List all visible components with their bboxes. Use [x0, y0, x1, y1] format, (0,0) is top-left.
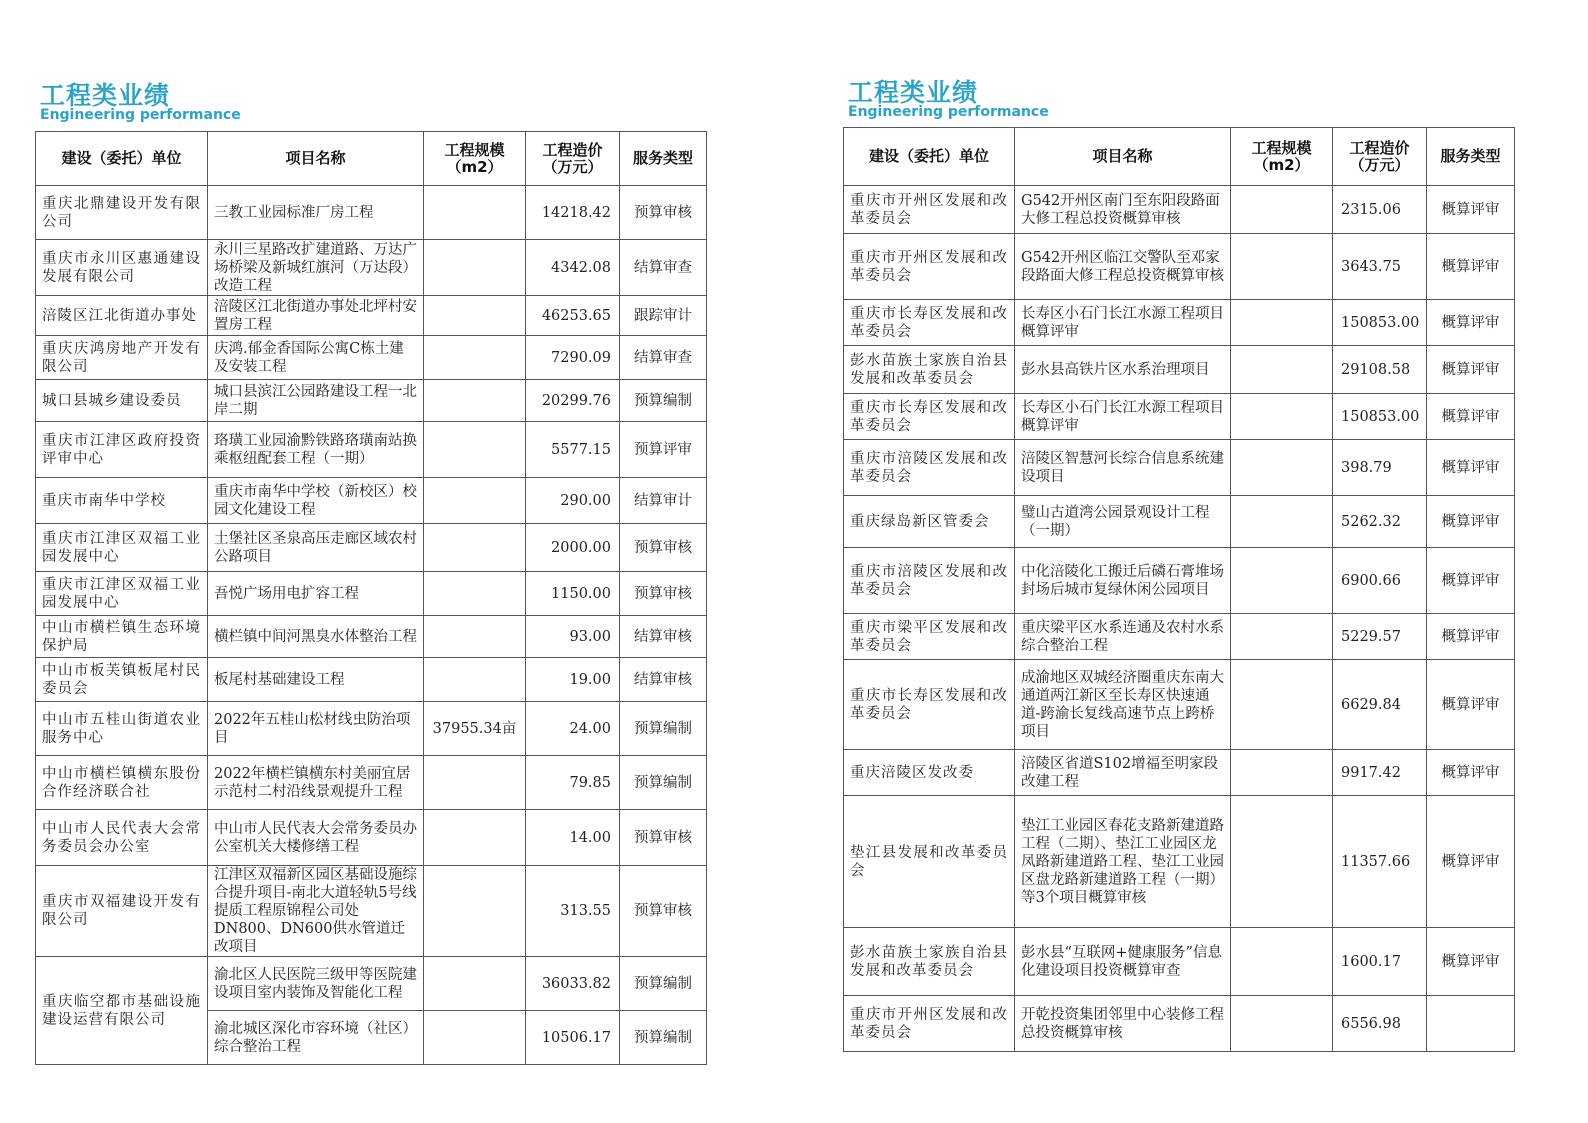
service-cell: 结算审查: [620, 336, 707, 380]
table-row: [36, 478, 707, 524]
project-cell: 长寿区小石门长江水源工程项目概算评审: [1015, 300, 1231, 346]
unit-cell: 重庆市长寿区发展和改革委员会: [844, 300, 1015, 346]
unit-cell: 重庆市涪陵区发展和改革委员会: [844, 440, 1015, 496]
header-scale: 工程规模（m2）: [1231, 128, 1333, 186]
table-row: [36, 866, 707, 957]
service-cell: 概算评审: [1427, 186, 1515, 234]
unit-cell: 中山市人民代表大会常务委员会办公室: [36, 810, 208, 866]
unit-cell: 重庆临空都市基础设施建设运营有限公司: [36, 957, 208, 1065]
project-cell: 横栏镇中间河黑臭水体整治工程: [208, 616, 424, 658]
header-project: 项目名称: [208, 132, 424, 186]
scale-cell: [1231, 996, 1333, 1052]
project-cell: 永川三星路改扩建道路、万达广场桥梁及新城红旗河（万达段）改造工程: [208, 240, 424, 296]
scale-cell: [424, 572, 526, 616]
header-unit: 建设（委托）单位: [36, 132, 208, 186]
table-row: [36, 296, 707, 336]
scale-cell: [424, 1011, 526, 1065]
table-row: [844, 996, 1515, 1052]
unit-cell: 重庆市双福建设开发有限公司: [36, 866, 208, 957]
table-row: [844, 750, 1515, 796]
unit-cell: 重庆市开州区发展和改革委员会: [844, 996, 1015, 1052]
table-row: [36, 702, 707, 756]
scale-cell: [1231, 346, 1333, 394]
project-cell: 土堡社区圣泉高压走廊区域农村公路项目: [208, 524, 424, 572]
table-header-row: [36, 132, 707, 186]
service-cell: 跟踪审计: [620, 296, 707, 336]
project-cell: 成渝地区双城经济圈重庆东南大通道两江新区至长寿区快速通道-跨渝长复线高速节点上跨桥项目: [1015, 660, 1231, 750]
table-row: [36, 240, 707, 296]
unit-cell: 重庆市江津区政府投资评审中心: [36, 422, 208, 478]
table-row: [36, 756, 707, 810]
service-cell: 预算编制: [620, 702, 707, 756]
scale-cell: [1231, 234, 1333, 300]
project-cell: 中化涪陵化工搬迁后磷石膏堆场封场后城市复绿休闲公园项目: [1015, 548, 1231, 614]
unit-cell: 垫江县发展和改革委员会: [844, 796, 1015, 928]
scale-cell: [424, 422, 526, 478]
header-service: 服务类型: [620, 132, 707, 186]
scale-cell: [424, 756, 526, 810]
unit-cell: 中山市板芙镇板尾村民委员会: [36, 658, 208, 702]
project-cell: 渝北城区深化市容环境（社区）综合整治工程: [208, 1011, 424, 1065]
table-row: [36, 810, 707, 866]
scale-cell: [424, 658, 526, 702]
project-cell: 江津区双福新区园区基础设施综合提升项目-南北大道轻轨5号线提质工程原锦程公司处DN800、DN600供水管道迁改项目: [208, 866, 424, 957]
service-cell: 预算审核: [620, 810, 707, 866]
cost-cell: 5577.15: [526, 422, 620, 478]
service-cell: 预算编制: [620, 957, 707, 1011]
scale-cell: [1231, 440, 1333, 496]
right-page-subtitle: Engineering performance: [848, 104, 1049, 120]
project-cell: 彭水县高铁片区水系治理项目: [1015, 346, 1231, 394]
table-row: [36, 658, 707, 702]
table-row: [36, 957, 707, 1011]
table-row: [36, 186, 707, 240]
cost-cell: 46253.65: [526, 296, 620, 336]
scale-cell: [424, 810, 526, 866]
service-cell: 概算评审: [1427, 394, 1515, 440]
service-cell: 概算评审: [1427, 300, 1515, 346]
left-performance-table: [35, 131, 707, 1065]
project-cell: 庆鸿.郁金香国际公寓C栋土建及安装工程: [208, 336, 424, 380]
project-cell: 珞璜工业园渝黔铁路珞璜南站换乘枢纽配套工程（一期）: [208, 422, 424, 478]
unit-cell: 城口县城乡建设委员: [36, 380, 208, 422]
service-cell: 预算编制: [620, 1011, 707, 1065]
service-cell: 预算审核: [620, 524, 707, 572]
project-cell: 2022年五桂山松材线虫防治项目: [208, 702, 424, 756]
table-row: [36, 380, 707, 422]
unit-cell: 涪陵区江北街道办事处: [36, 296, 208, 336]
cost-cell: 93.00: [526, 616, 620, 658]
scale-cell: [1231, 496, 1333, 548]
table-row: [844, 440, 1515, 496]
scale-cell: [424, 296, 526, 336]
unit-cell: 重庆市南华中学校: [36, 478, 208, 524]
scale-cell: [1231, 796, 1333, 928]
cost-cell: 1600.17: [1333, 928, 1427, 996]
cost-cell: 79.85: [526, 756, 620, 810]
table-row: [36, 336, 707, 380]
scale-cell: [1231, 660, 1333, 750]
cost-cell: 6900.66: [1333, 548, 1427, 614]
unit-cell: 重庆庆鸿房地产开发有限公司: [36, 336, 208, 380]
cost-cell: 5229.57: [1333, 614, 1427, 660]
table-row: [36, 524, 707, 572]
service-cell: 结算审查: [620, 240, 707, 296]
cost-cell: 398.79: [1333, 440, 1427, 496]
project-cell: 璧山古道湾公园景观设计工程（一期）: [1015, 496, 1231, 548]
service-cell: 预算审核: [620, 186, 707, 240]
project-cell: 渝北区人民医院三级甲等医院建设项目室内装饰及智能化工程: [208, 957, 424, 1011]
cost-cell: 20299.76: [526, 380, 620, 422]
project-cell: 三教工业园标准厂房工程: [208, 186, 424, 240]
scale-cell: [1231, 300, 1333, 346]
cost-cell: 2315.06: [1333, 186, 1427, 234]
service-cell: 概算评审: [1427, 496, 1515, 548]
service-cell: 概算评审: [1427, 796, 1515, 928]
scale-cell: [424, 240, 526, 296]
project-cell: 重庆梁平区水系连通及农村水系综合整治工程: [1015, 614, 1231, 660]
scale-cell: 37955.34亩: [424, 702, 526, 756]
unit-cell: 重庆市开州区发展和改革委员会: [844, 186, 1015, 234]
header-cost: 工程造价（万元）: [526, 132, 620, 186]
service-cell: 预算评审: [620, 422, 707, 478]
unit-cell: 重庆市长寿区发展和改革委员会: [844, 394, 1015, 440]
cost-cell: 4342.08: [526, 240, 620, 296]
unit-cell: 重庆市开州区发展和改革委员会: [844, 234, 1015, 300]
cost-cell: 290.00: [526, 478, 620, 524]
scale-cell: [424, 524, 526, 572]
service-cell: 概算评审: [1427, 928, 1515, 996]
cost-cell: 19.00: [526, 658, 620, 702]
unit-cell: 中山市五桂山街道农业服务中心: [36, 702, 208, 756]
service-cell: 预算审核: [620, 866, 707, 957]
table-row: [844, 186, 1515, 234]
unit-cell: 重庆市江津区双福工业园发展中心: [36, 524, 208, 572]
unit-cell: 彭水苗族土家族自治县发展和改革委员会: [844, 346, 1015, 394]
unit-cell: 重庆市永川区惠通建设发展有限公司: [36, 240, 208, 296]
cost-cell: 11357.66: [1333, 796, 1427, 928]
service-cell: 结算审计: [620, 478, 707, 524]
table-row: [844, 496, 1515, 548]
service-cell: [1427, 996, 1515, 1052]
project-cell: 涪陵区江北街道办事处北坪村安置房工程: [208, 296, 424, 336]
unit-cell: 重庆市长寿区发展和改革委员会: [844, 660, 1015, 750]
service-cell: 预算编制: [620, 756, 707, 810]
scale-cell: [424, 336, 526, 380]
unit-cell: 重庆涪陵区发改委: [844, 750, 1015, 796]
project-cell: G542开州区临江交警队至邓家段路面大修工程总投资概算审核: [1015, 234, 1231, 300]
table-row: [36, 616, 707, 658]
cost-cell: 1150.00: [526, 572, 620, 616]
unit-cell: 中山市横栏镇生态环境保护局: [36, 616, 208, 658]
project-cell: 板尾村基础建设工程: [208, 658, 424, 702]
cost-cell: 29108.58: [1333, 346, 1427, 394]
unit-cell: 重庆北鼎建设开发有限公司: [36, 186, 208, 240]
header-cost: 工程造价（万元）: [1333, 128, 1427, 186]
table-row: [36, 422, 707, 478]
table-row: [844, 660, 1515, 750]
scale-cell: [1231, 548, 1333, 614]
service-cell: 概算评审: [1427, 614, 1515, 660]
header-unit: 建设（委托）单位: [844, 128, 1015, 186]
project-cell: 垫江工业园区春花支路新建道路工程（二期）、垫江工业园区龙凤路新建道路工程、垫江工业园区盘龙路新建道路工程（一期）等3个项目概算审核: [1015, 796, 1231, 928]
project-cell: 涪陵区省道S102增福至明家段改建工程: [1015, 750, 1231, 796]
service-cell: 概算评审: [1427, 440, 1515, 496]
service-cell: 概算评审: [1427, 346, 1515, 394]
service-cell: 概算评审: [1427, 234, 1515, 300]
project-cell: 2022年横栏镇横东村美丽宜居示范村二村沿线景观提升工程: [208, 756, 424, 810]
cost-cell: 14218.42: [526, 186, 620, 240]
project-cell: G542开州区南门至东阳段路面大修工程总投资概算审核: [1015, 186, 1231, 234]
table-row: [844, 346, 1515, 394]
left-page-title: 工程类业绩: [40, 81, 171, 110]
cost-cell: 150853.00: [1333, 300, 1427, 346]
cost-cell: 313.55: [526, 866, 620, 957]
header-service: 服务类型: [1427, 128, 1515, 186]
scale-cell: [424, 186, 526, 240]
cost-cell: 150853.00: [1333, 394, 1427, 440]
project-cell: 长寿区小石门长江水源工程项目概算评审: [1015, 394, 1231, 440]
scale-cell: [424, 957, 526, 1011]
service-cell: 概算评审: [1427, 750, 1515, 796]
header-scale: 工程规模（m2）: [424, 132, 526, 186]
cost-cell: 36033.82: [526, 957, 620, 1011]
table-row: [844, 796, 1515, 928]
cost-cell: 14.00: [526, 810, 620, 866]
project-cell: 中山市人民代表大会常务委员办公室机关大楼修缮工程: [208, 810, 424, 866]
unit-cell: 重庆市梁平区发展和改革委员会: [844, 614, 1015, 660]
cost-cell: 10506.17: [526, 1011, 620, 1065]
left-page-subtitle: Engineering performance: [40, 107, 241, 123]
unit-cell: 重庆市涪陵区发展和改革委员会: [844, 548, 1015, 614]
scale-cell: [1231, 750, 1333, 796]
unit-cell: 中山市横栏镇横东股份合作经济联合社: [36, 756, 208, 810]
cost-cell: 7290.09: [526, 336, 620, 380]
cost-cell: 24.00: [526, 702, 620, 756]
table-row: [844, 234, 1515, 300]
unit-cell: 彭水苗族土家族自治县发展和改革委员会: [844, 928, 1015, 996]
table-header-row: [844, 128, 1515, 186]
project-cell: 彭水县“互联网+健康服务”信息化建设项目投资概算审查: [1015, 928, 1231, 996]
table-row: [844, 548, 1515, 614]
project-cell: 吾悦广场用电扩容工程: [208, 572, 424, 616]
service-cell: 预算编制: [620, 380, 707, 422]
unit-cell: 重庆市江津区双福工业园发展中心: [36, 572, 208, 616]
header-project: 项目名称: [1015, 128, 1231, 186]
table-row: [844, 300, 1515, 346]
table-row: [844, 928, 1515, 996]
cost-cell: 6556.98: [1333, 996, 1427, 1052]
service-cell: 概算评审: [1427, 548, 1515, 614]
scale-cell: [1231, 186, 1333, 234]
cost-cell: 5262.32: [1333, 496, 1427, 548]
cost-cell: 6629.84: [1333, 660, 1427, 750]
right-page-title: 工程类业绩: [848, 78, 979, 107]
project-cell: 重庆市南华中学校（新校区）校园文化建设工程: [208, 478, 424, 524]
cost-cell: 3643.75: [1333, 234, 1427, 300]
project-cell: 涪陵区智慧河长综合信息系统建设项目: [1015, 440, 1231, 496]
scale-cell: [1231, 614, 1333, 660]
right-performance-table: [843, 127, 1515, 1052]
scale-cell: [1231, 928, 1333, 996]
service-cell: 结算审核: [620, 658, 707, 702]
cost-cell: 2000.00: [526, 524, 620, 572]
scale-cell: [424, 866, 526, 957]
service-cell: 概算评审: [1427, 660, 1515, 750]
unit-cell: 重庆绿岛新区管委会: [844, 496, 1015, 548]
service-cell: 预算审核: [620, 572, 707, 616]
scale-cell: [424, 380, 526, 422]
project-cell: 城口县滨江公园路建设工程一北岸二期: [208, 380, 424, 422]
scale-cell: [424, 478, 526, 524]
table-row: [844, 614, 1515, 660]
scale-cell: [424, 616, 526, 658]
scale-cell: [1231, 394, 1333, 440]
table-row: [36, 572, 707, 616]
cost-cell: 9917.42: [1333, 750, 1427, 796]
project-cell: 开乾投资集团邻里中心装修工程总投资概算审核: [1015, 996, 1231, 1052]
table-row: [844, 394, 1515, 440]
service-cell: 结算审核: [620, 616, 707, 658]
